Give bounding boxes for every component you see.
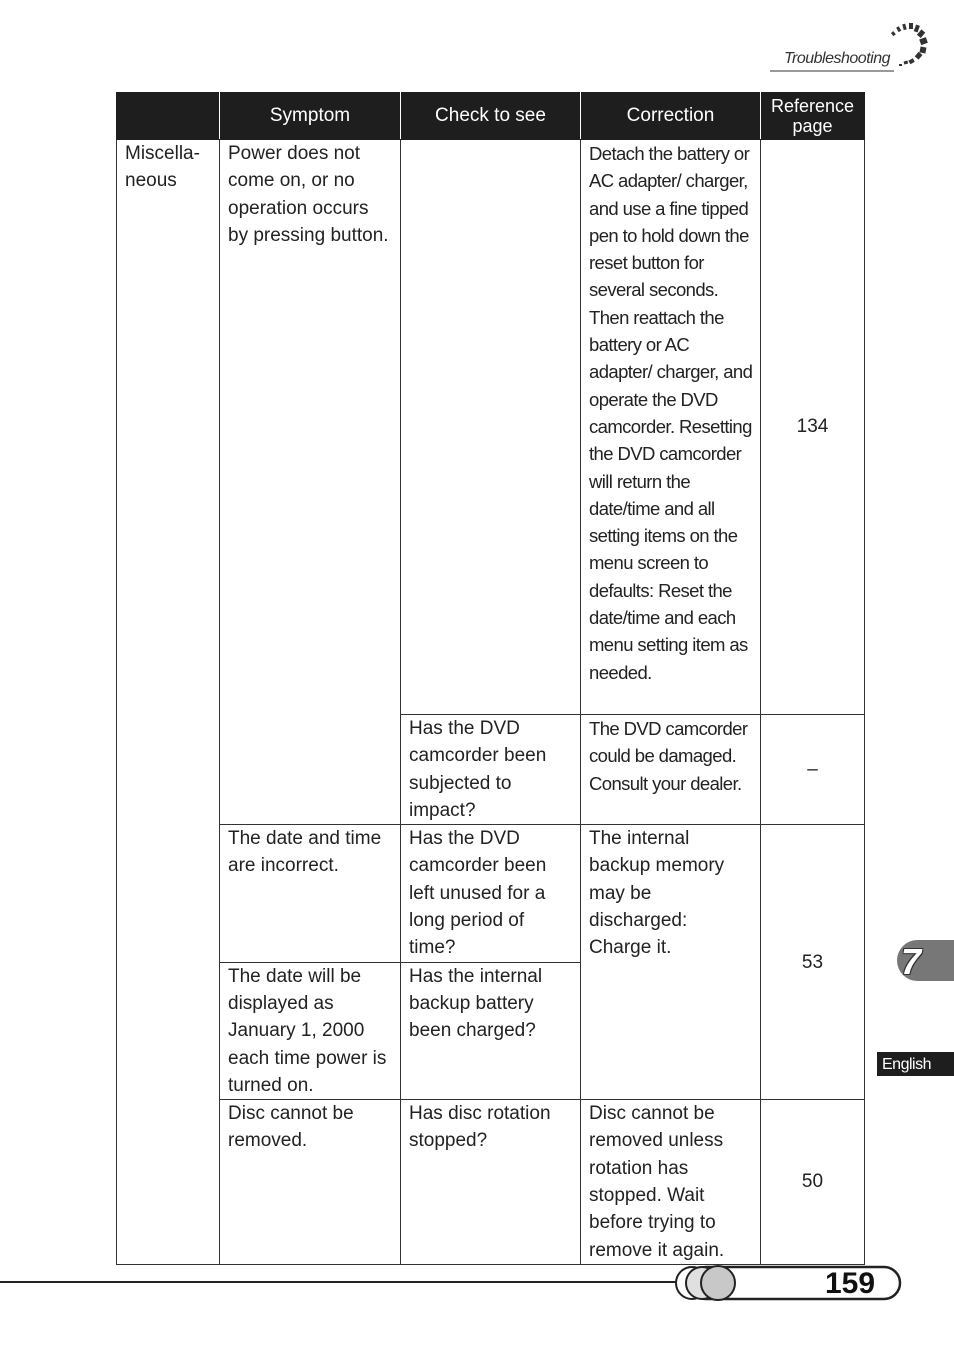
check-cell: Has the DVD camcorder been subjected to impact? (401, 715, 581, 825)
footer-rule (0, 1281, 688, 1283)
category-cell: Miscella- neous (117, 140, 220, 1265)
symptom-cell: Power does not come on, or no operation occurs by pressing button. (220, 140, 401, 825)
column-header-category (117, 93, 220, 140)
column-header-check: Check to see (401, 93, 581, 140)
symptom-cell: The date and time are incorrect. (220, 825, 401, 962)
correction-cell: Detach the battery or AC adapter/ charger, and use a fine tipped pen to hold down the reset button for several seconds. Then reattach the battery or AC adapter/ charger, and operate the DVD camcorder. Resetting the DVD camcorder will return the date/time and all setting items on the menu screen to defaults: Reset the date/time and each menu setting item as needed. (581, 140, 761, 715)
page-number: 159 (824, 1267, 876, 1300)
correction-cell: The DVD camcorder could be damaged. Consult your dealer. (581, 715, 761, 825)
language-tab: English (877, 1052, 954, 1076)
check-cell: Has the internal backup battery been charged? (401, 962, 581, 1099)
symptom-cell: Disc cannot be removed. (220, 1100, 401, 1265)
table-row (117, 140, 865, 715)
symptom-cell: The date will be displayed as January 1, 2000 each time power is turned on. (220, 962, 401, 1099)
chapter-tab (897, 940, 954, 981)
reference-page-cell: 53 (761, 825, 865, 1100)
reference-page-cell: – (761, 715, 865, 825)
reference-page-cell: 50 (761, 1100, 865, 1265)
check-cell: Has the DVD camcorder been left unused for a long period of time? (401, 825, 581, 962)
table-header-row (117, 93, 865, 140)
running-header-rule (770, 70, 894, 72)
check-cell: Has disc rotation stopped? (401, 1100, 581, 1265)
correction-cell: The internal backup memory may be discharged: Charge it. (581, 825, 761, 1100)
column-header-correction: Correction (581, 93, 761, 140)
column-header-reference-page: Reference page (761, 93, 865, 140)
troubleshooting-table (116, 92, 865, 1265)
table-row (117, 825, 865, 962)
swirl-ornament-icon (890, 18, 930, 74)
chapter-number: 7 (901, 941, 922, 982)
reference-page-cell: 134 (761, 140, 865, 715)
correction-cell: Disc cannot be removed unless rotation has stopped. Wait before trying to remove it again. (581, 1100, 761, 1265)
running-header-title: Troubleshooting (783, 50, 890, 67)
table-row (117, 1100, 865, 1265)
check-cell (401, 140, 581, 715)
column-header-symptom: Symptom (220, 93, 401, 140)
